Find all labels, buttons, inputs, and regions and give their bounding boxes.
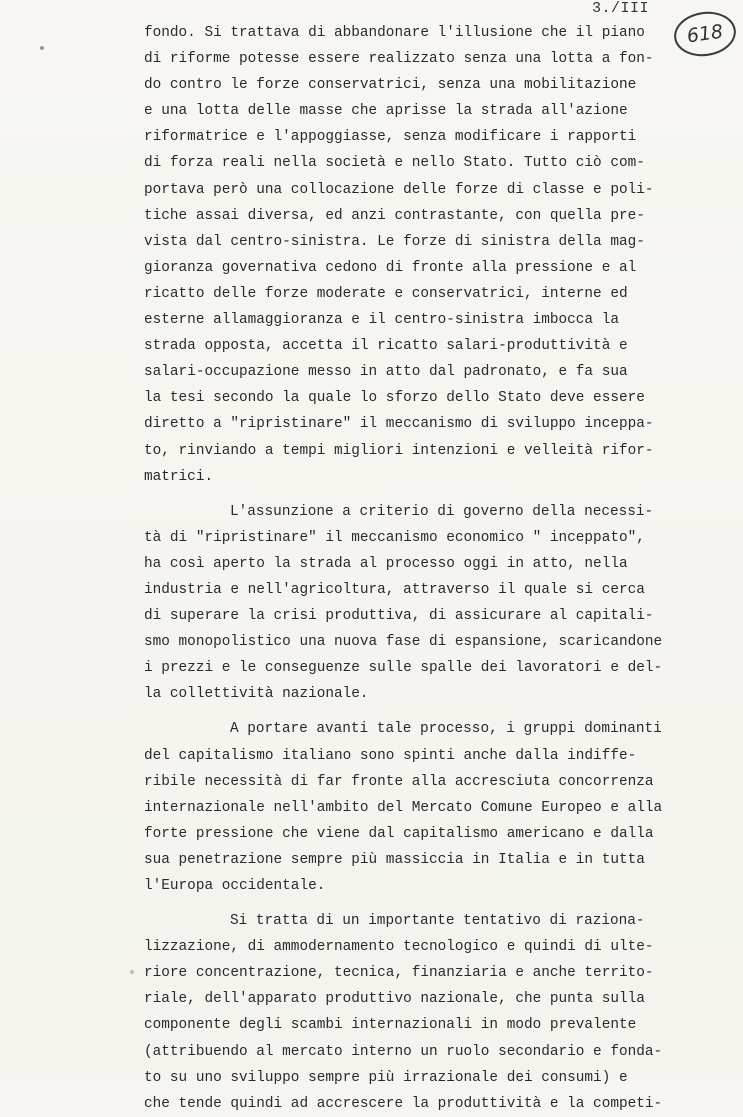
text-line: ribile necessità di far fronte alla accresciuta concorrenza: [144, 773, 654, 790]
text-line: A portare avanti tale processo, i gruppi dominanti: [230, 721, 662, 738]
text-line: la tesi secondo la quale lo sforzo dello Stato deve essere: [144, 390, 645, 407]
text-line: fondo. Si trattava di abbandonare l'illusione che il piano: [144, 25, 645, 41]
text-line: L'assunzione a criterio di governo della necessi-: [230, 503, 654, 520]
scan-speck: [40, 46, 44, 50]
text-line: di superare la crisi produttiva, di assicurare al capitali-: [144, 608, 654, 625]
text-line: ricatto delle forze moderate e conservatrici, interne ed: [144, 285, 628, 302]
paragraph-gap: [144, 899, 684, 908]
page-number: 3./III: [592, 0, 650, 17]
text-line: riore concentrazione, tecnica, finanziaria e anche territo-: [144, 965, 654, 982]
text-line: to su uno sviluppo sempre più irrazionale dei consumi) e: [144, 1069, 628, 1086]
text-line: di forza reali nella società e nello Stato. Tutto ciò com-: [144, 155, 645, 172]
text-line: (attribuendo al mercato interno un ruolo secondario e fonda-: [144, 1043, 663, 1060]
paragraph-gap: [144, 707, 684, 716]
text-line: tiche assai diversa, ed anzi contrastante, con quella pre-: [144, 207, 645, 224]
body-text: [144, 20, 684, 1117]
text-line: ha così aperto la strada al processo oggi in atto, nella: [144, 555, 628, 572]
text-line: matrici.: [144, 468, 214, 485]
text-line: smo monopolistico una nuova fase di espansione, scaricandone: [144, 634, 663, 651]
text-line: industria e nell'agricoltura, attraverso il quale si cerca: [144, 581, 645, 598]
text-line: esterne allamaggioranza e il centro-sinistra imbocca la: [144, 312, 619, 329]
text-line: strada opposta, accetta il ricatto salari-produttività e: [144, 338, 628, 355]
text-line: lizzazione, di ammodernamento tecnologico e quindi di ulte-: [144, 939, 654, 956]
scan-speck: [130, 970, 134, 974]
text-line: sua penetrazione sempre più massiccia in Italia e in tutta: [144, 851, 645, 868]
text-line: di riforme potesse essere realizzato senza una lotta a fon-: [144, 51, 654, 68]
text-line: salari-occupazione messo in atto dal padronato, e fa sua: [144, 364, 628, 381]
text-line: riformatrice e l'appoggiasse, senza modificare i rapporti: [144, 129, 637, 146]
paragraph-4: [144, 908, 684, 1117]
paragraph-gap: [144, 490, 684, 499]
paragraph-3: [144, 716, 684, 899]
text-line: to, rinviando a tempi migliori intenzioni e velleità rifor-: [144, 442, 654, 459]
text-line: internazionale nell'ambito del Mercato Comune Europeo e alla: [144, 799, 663, 816]
text-line: do contro le forze conservatrici, senza una mobilitazione: [144, 77, 637, 94]
text-line: componente degli scambi internazionali in modo prevalente: [144, 1017, 637, 1034]
text-line: forte pressione che viene dal capitalismo americano e dalla: [144, 825, 654, 842]
text-line: tà di "ripristinare" il meccanismo economico " inceppato",: [144, 529, 645, 546]
paragraph-1: [144, 20, 684, 490]
text-line: e una lotta delle masse che aprisse la strada all'azione: [144, 103, 628, 120]
text-line: l'Europa occidentale.: [144, 878, 326, 894]
text-line: portava però una collocazione delle forze di classe e poli-: [144, 181, 654, 198]
text-line: vista dal centro-sinistra. Le forze di sinistra della mag-: [144, 233, 645, 250]
stamp-number: 618: [685, 20, 725, 48]
text-line: Si tratta di un importante tentativo di raziona-: [230, 913, 645, 930]
text-line: riale, dell'apparato produttivo nazionale, che punta sulla: [144, 991, 645, 1008]
text-line: gioranza governativa cedono di fronte alla pressione e al: [144, 259, 637, 276]
paragraph-2: [144, 499, 684, 708]
text-line: i prezzi e le conseguenze sulle spalle dei lavoratori e del-: [144, 660, 663, 677]
text-line: che tende quindi ad accrescere la produttività e la competi-: [144, 1095, 663, 1112]
text-line: diretto a "ripristinare" il meccanismo di sviluppo inceppa-: [144, 416, 654, 433]
text-line: la collettività nazionale.: [144, 686, 369, 703]
text-line: del capitalismo italiano sono spinti anche dalla indiffe-: [144, 747, 637, 764]
